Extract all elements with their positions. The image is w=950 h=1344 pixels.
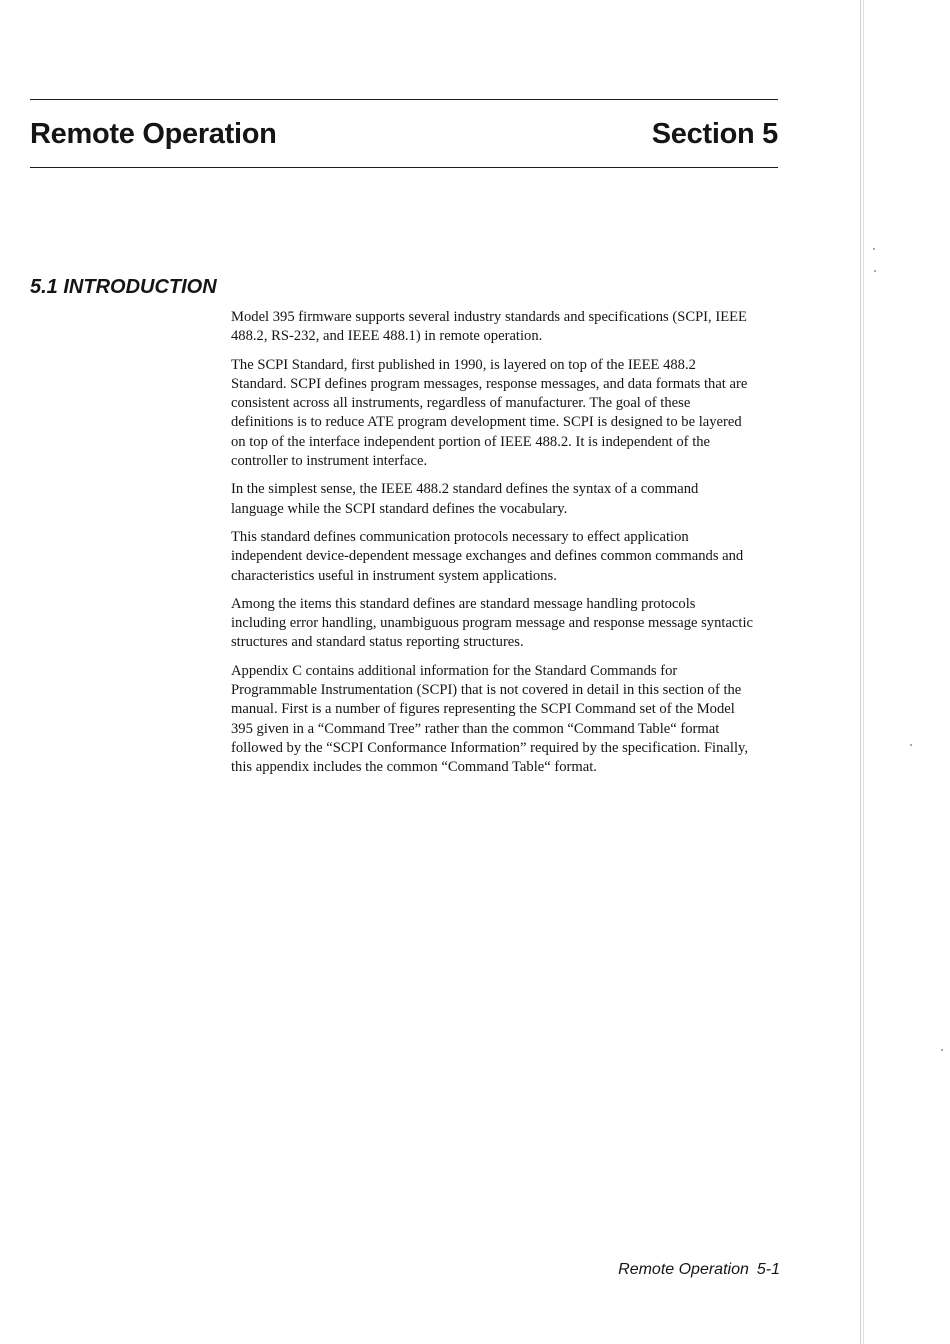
header-top-rule (30, 99, 778, 100)
paragraph-standard-items: Among the items this standard defines are standard message handling protocols including error handling, unambiguous program message and response message syntactic structures and standard status reporting structures. (231, 595, 753, 651)
page-binding-edge-inner (863, 0, 864, 1344)
scan-speck (873, 248, 875, 250)
section-number-title: Section 5 (651, 118, 778, 150)
paragraph-syntax-vocabulary: In the simplest sense, the IEEE 488.2 standard defines the syntax of a command language while the SCPI standard defines the vocabulary. (231, 481, 699, 517)
page-footer (618, 1258, 780, 1282)
scan-speck (874, 270, 876, 272)
paragraph-appendix-c: Appendix C contains additional information for the Standard Commands for Programmable Instrumentation (SCPI) that is not covered in detail in this section of the manual. First is a number of figures representing the SCPI Command set of the Model 395 given in a “Command Tree” rather than the common “Command Table“ format followed by the “SCPI Conformance Information” required by the specification. Finally, this appendix includes the common “Command Table“ format. (231, 662, 748, 776)
chapter-title: Remote Operation (30, 118, 277, 150)
paragraph-scpi-standard: The SCPI Standard, first published in 1990, is layered on top of the IEEE 488.2 Standard. SCPI defines program messages, response messages, and data formats that are consistent across all instruments, regardless of manufacturer. The goal of these definitions is to reduce ATE program development time. SCPI is designed to be layered on top of the interface independent portion of IEEE 488.2. It is independent of the controller to instrument interface. (231, 356, 748, 470)
scan-speck (941, 1049, 943, 1051)
header-bottom-rule (30, 167, 778, 168)
section-heading: 5.1 INTRODUCTION (30, 276, 217, 298)
page-binding-edge (860, 0, 861, 1344)
paragraph-standards: Model 395 firmware supports several industry standards and specifications (SCPI, IEEE 488.2, RS-232, and IEEE 488.1) in remote operation. (231, 309, 747, 345)
body-text (231, 308, 753, 787)
scan-speck (910, 744, 912, 746)
page-number: 5-1 (756, 1261, 780, 1278)
footer-label: Remote Operation (618, 1261, 749, 1278)
paragraph-communication-protocols: This standard defines communication protocols necessary to effect application independent device-dependent message exchanges and defines common commands and characteristics useful in instrument system applications. (231, 528, 744, 584)
